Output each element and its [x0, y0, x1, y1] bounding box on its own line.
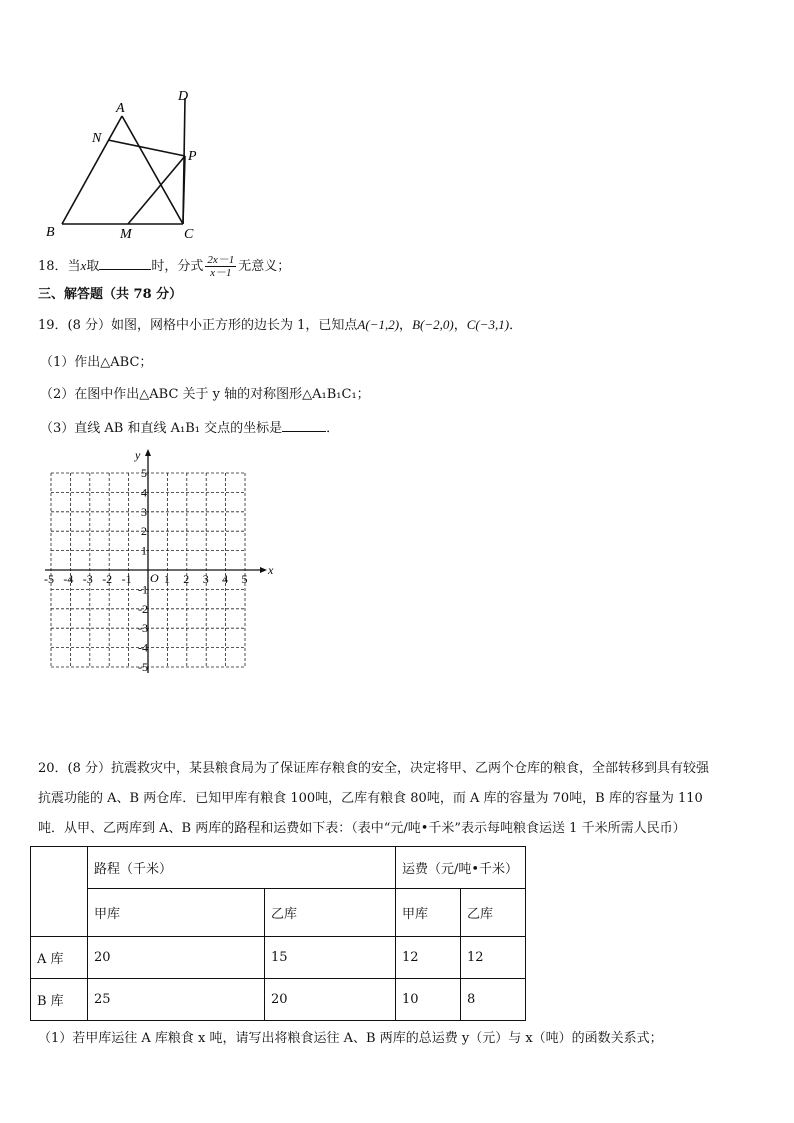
question-19-intro — [38, 316, 522, 335]
table-row-label: B 库 — [31, 979, 88, 1021]
q18-text-mid: 取 — [86, 259, 100, 274]
q19-sub-3-text: （3）直线 AB 和直线 A₁B₁ 交点的坐标是 — [40, 421, 283, 436]
q20-line-2: 抗震功能的 A、B 两仓库．已知甲库有粮食 100吨，乙库有粮食 80吨，而 A 库的容量为 70吨，B 库的容量为 110 — [38, 791, 703, 806]
table-row — [31, 979, 526, 1021]
y-tick-label: -3 — [138, 621, 148, 636]
q18-frac-den: x－1 — [210, 267, 232, 279]
x-tick-label: -3 — [82, 572, 93, 586]
y-tick-label: 3 — [141, 504, 147, 519]
table-cell: 10 — [396, 979, 461, 1021]
x-axis-label: x — [268, 563, 274, 577]
label-C: C — [184, 227, 194, 242]
q20-line-3: 吨．从甲、乙两库到 A、B 两库的路程和运费如下表：（表中“元/吨•千米”表示每吨粮食运送 1 千米所需人民币） — [38, 821, 686, 836]
y-axis-arrow — [145, 449, 151, 456]
x-tick-label: 1 — [163, 572, 170, 586]
q19-point-c: C(−3,1) — [466, 317, 510, 332]
q19-sub-3 — [40, 417, 339, 438]
q19-point-b: B(−2,0) — [412, 317, 454, 332]
table-subhead-2: 乙库 — [265, 889, 396, 937]
table-cell: 15 — [265, 937, 396, 979]
label-P: P — [188, 149, 197, 164]
y-axis-label: y — [135, 448, 141, 462]
q19-sub-1: （1）作出△ABC； — [40, 355, 153, 370]
freight-table — [30, 846, 526, 1021]
y-tick-label: -2 — [138, 601, 148, 616]
q19-answer-blank[interactable] — [282, 417, 326, 432]
table-cell: 12 — [461, 937, 526, 979]
x-tick-label: 2 — [183, 572, 190, 586]
y-tick-label: -5 — [138, 660, 148, 674]
q18-fraction — [205, 254, 236, 279]
x-tick-label: -4 — [63, 572, 74, 586]
x-tick-label: 3 — [202, 572, 209, 586]
x-axis-arrow — [260, 567, 267, 573]
table-head-cost: 运费（元/吨•千米） — [396, 847, 526, 889]
table-cell: 20 — [88, 937, 265, 979]
label-A: A — [116, 101, 125, 116]
table-cell: 12 — [396, 937, 461, 979]
q18-text-end: 无意义； — [238, 259, 291, 274]
q18-answer-blank[interactable] — [99, 255, 151, 270]
table-cell: 8 — [461, 979, 526, 1021]
q18-text-after: 时，分式 — [151, 259, 204, 274]
table-subhead-1: 甲库 — [88, 889, 265, 937]
table-corner-cell — [31, 847, 88, 937]
table-row-label: A 库 — [31, 937, 88, 979]
x-tick-label: -2 — [102, 572, 113, 586]
q18-number: 18．当 — [38, 259, 81, 274]
origin-label: O — [150, 571, 159, 585]
y-tick-label: 2 — [141, 524, 147, 539]
table-cell: 20 — [265, 979, 396, 1021]
x-tick-label: 5 — [241, 572, 248, 586]
y-tick-label: 1 — [141, 543, 147, 558]
label-M: M — [120, 227, 132, 242]
x-tick-label: 4 — [222, 572, 229, 586]
q18-frac-num: 2x－1 — [207, 254, 235, 266]
q19-period: ． — [509, 318, 523, 333]
q19-sep-1: ， — [399, 318, 413, 333]
table-cell: 25 — [88, 979, 265, 1021]
q19-sep-2: ， — [453, 318, 467, 333]
q20-line-1: 20．(8 分）抗震救灾中，某县粮食局为了保证库存粮食的安全，决定将甲、乙两个仓库的粮食，全部转移到具有较强 — [38, 761, 710, 776]
q19-intro-text: 19．(8 分）如图，网格中小正方形的边长为 1，已知点 — [38, 318, 358, 333]
y-tick-label: 5 — [141, 466, 147, 480]
label-N: N — [92, 131, 102, 146]
label-D: D — [178, 89, 189, 104]
coordinate-grid — [38, 446, 278, 682]
q20-sub-1: （1）若甲库运往 A 库粮食 x 吨，请写出将粮食运往 A、B 两库的总运费 y（元）与 x（吨）的函数关系式； — [38, 1031, 663, 1046]
y-tick-label: 4 — [141, 485, 147, 500]
x-tick-label: -1 — [121, 572, 132, 586]
y-tick-label: -4 — [138, 640, 148, 655]
label-B: B — [46, 225, 55, 240]
table-subhead-3: 甲库 — [396, 889, 461, 937]
q19-sub-2: （2）在图中作出△ABC 关于 y 轴的对称图形△A₁B₁C₁； — [40, 387, 370, 402]
question-18 — [38, 254, 290, 279]
segment-NP — [108, 140, 185, 156]
q19-point-a: A(−1,2) — [357, 317, 400, 332]
x-tick-label: -5 — [44, 572, 54, 586]
y-tick-label: -1 — [138, 582, 148, 597]
geometry-figure — [40, 88, 210, 248]
table-head-distance: 路程（千米） — [88, 847, 396, 889]
q18-var: x — [80, 258, 87, 273]
section-3-title: 三、解答题（共 78 分） — [38, 287, 183, 302]
table-row — [31, 937, 526, 979]
q19-sub-3-end: ． — [326, 421, 340, 436]
table-subhead-4: 乙库 — [461, 889, 526, 937]
